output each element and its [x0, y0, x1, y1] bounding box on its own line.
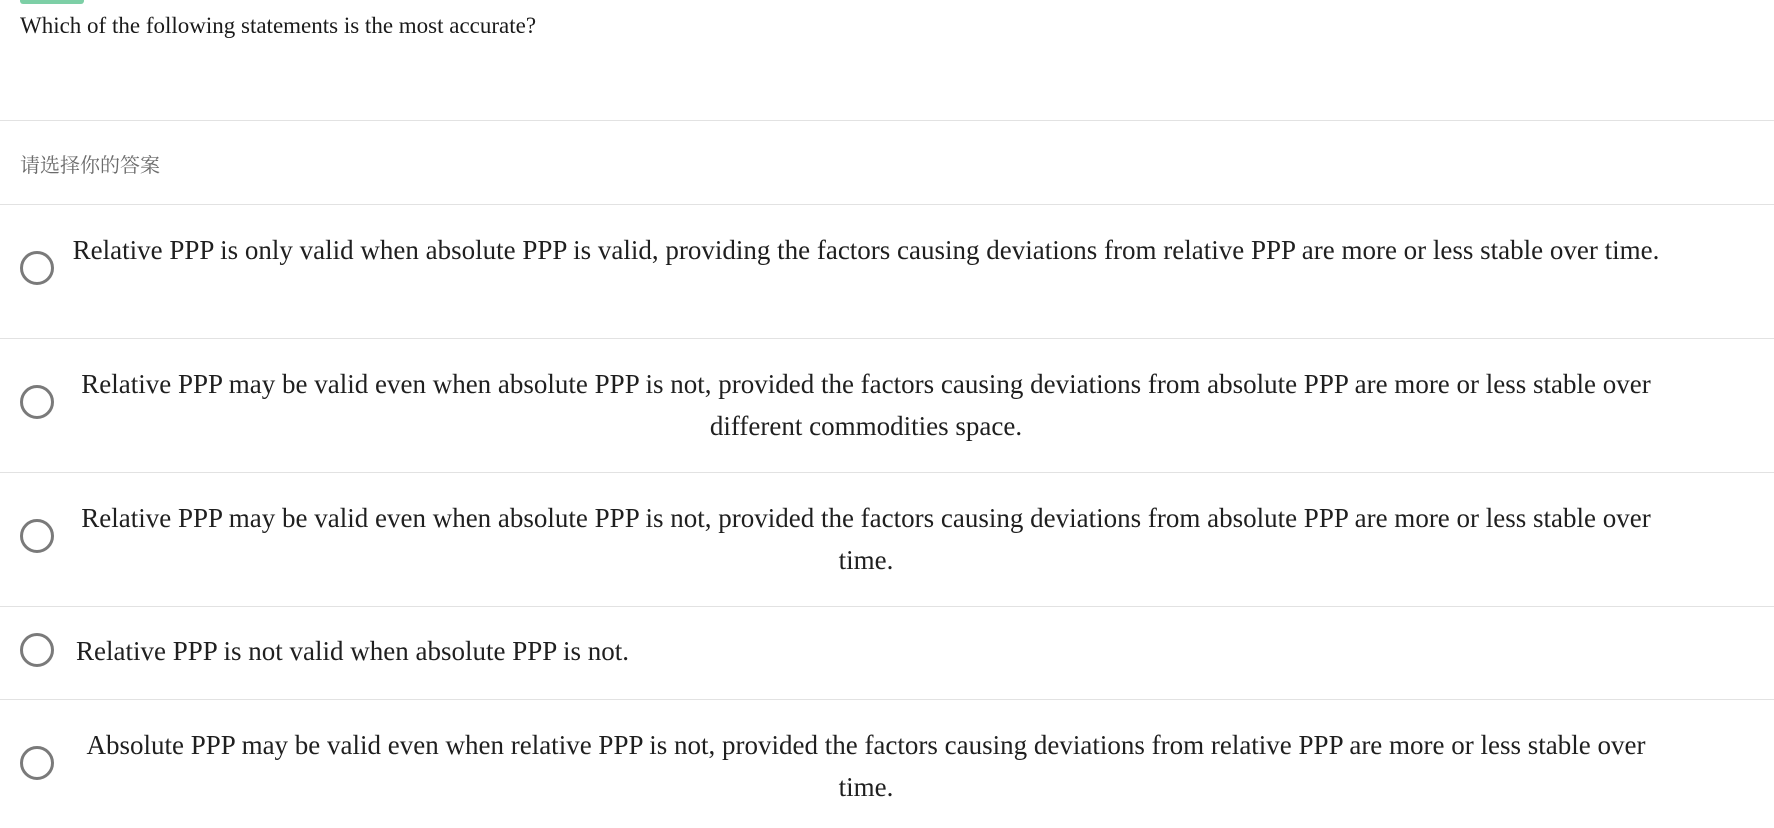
answer-option-label: Absolute PPP may be valid even when relative PPP is not, provided the factors causing deviations from relative PPP are more or less stable over time.: [86, 730, 1646, 802]
radio-button-icon[interactable]: [20, 519, 54, 553]
answer-option[interactable]: [0, 473, 1774, 606]
answer-option-label: Relative PPP is not valid when absolute PPP is not.: [76, 636, 630, 666]
answer-option-label: Relative PPP may be valid even when absolute PPP is not, provided the factors causing deviations from absolute PPP are more or less stable over time.: [81, 503, 1651, 575]
radio-button-icon[interactable]: [20, 633, 54, 667]
answer-option[interactable]: [0, 339, 1774, 472]
answer-option-label: Relative PPP may be valid even when absolute PPP is not, provided the factors causing deviations from absolute PPP are more or less stable over different commodities space.: [81, 369, 1651, 441]
radio-button-icon[interactable]: [20, 746, 54, 780]
answer-option-label: Relative PPP is only valid when absolute PPP is valid, providing the factors causing deviations from relative PPP are more or less stable over time.: [72, 235, 1660, 265]
radio-button-icon[interactable]: [20, 251, 54, 285]
answer-option[interactable]: [0, 607, 1774, 699]
divider: [0, 120, 1774, 121]
answer-option[interactable]: [0, 205, 1774, 338]
radio-button-icon[interactable]: [20, 385, 54, 419]
question-text: Which of the following statements is the most accurate?: [20, 13, 537, 38]
top-accent-bar: [20, 0, 84, 4]
answer-prompt: 请选择你的答案: [20, 153, 160, 177]
answer-option[interactable]: [0, 700, 1774, 828]
